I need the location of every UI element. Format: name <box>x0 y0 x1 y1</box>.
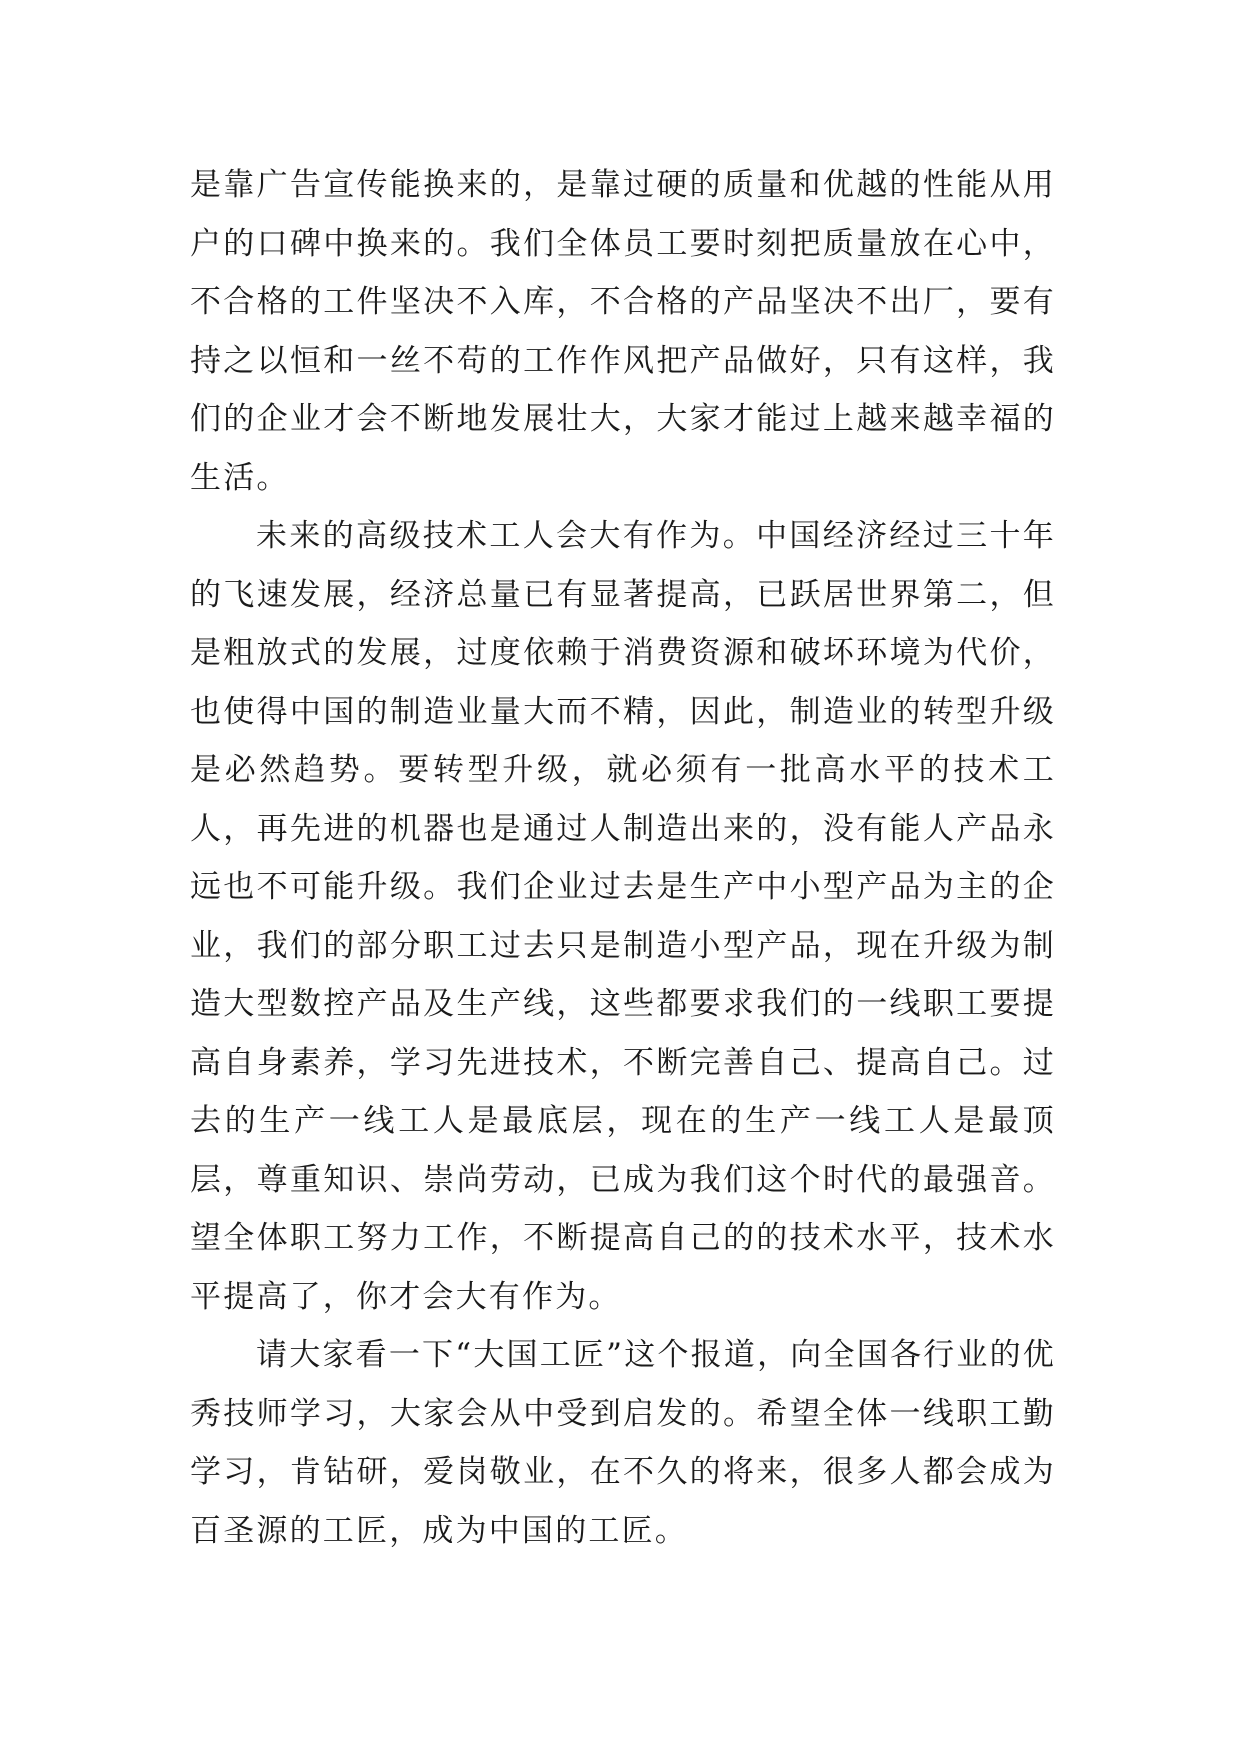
paragraph-great-craftsmen: 请大家看一下“大国工匠”这个报道，向全国各行业的优秀技师学习，大家会从中受到启发的。希望全体一线职工勤学习，肯钻研，爱岗敬业，在不久的将来，很多人都会成为百圣源的工匠，成为中国的工匠。 <box>190 1337 1056 1549</box>
document-body <box>190 156 1056 1560</box>
paragraph-skilled-workers: 未来的高级技术工人会大有作为。中国经济经过三十年的飞速发展，经济总量已有显著提高，已跃居世界第二，但是粗放式的发展，过度依赖于消费资源和破坏环境为代价，也使得中国的制造业量大而不精，因此，制造业的转型升级是必然趋势。要转型升级，就必须有一批高水平的技术工人，再先进的机器也是通过人制造出来的，没有能人产品永远也不可能升级。我们企业过去是生产中小型产品为主的企业，我们的部分职工过去只是制造小型产品，现在升级为制造大型数控产品及生产线，这些都要求我们的一线职工要提高自身素养，学习先进技术，不断完善自己、提高自己。过去的生产一线工人是最底层，现在的生产一线工人是最顶层，尊重知识、崇尚劳动，已成为我们这个时代的最强音。望全体职工努力工作，不断提高自己的的技术水平，技术水平提高了，你才会大有作为。 <box>190 518 1056 1315</box>
paragraph-continued: 是靠广告宣传能换来的，是靠过硬的质量和优越的性能从用户的口碑中换来的。我们全体员工要时刻把质量放在心中，不合格的工件坚决不入库，不合格的产品坚决不出厂，要有持之以恒和一丝不苟的工作作风把产品做好，只有这样，我们的企业才会不断地发展壮大，大家才能过上越来越幸福的生活。 <box>190 167 1056 496</box>
